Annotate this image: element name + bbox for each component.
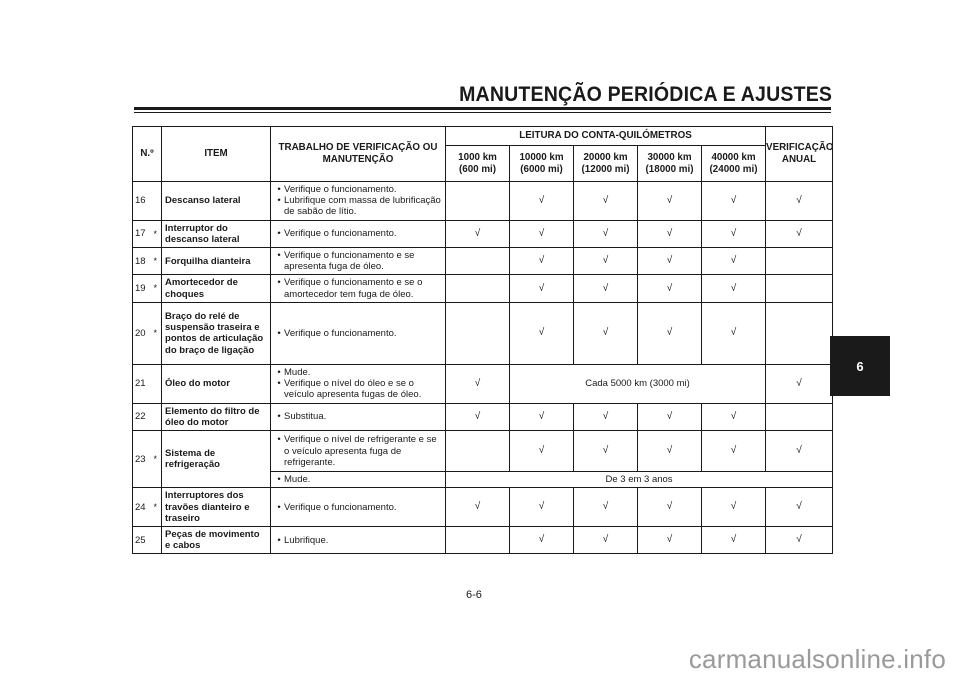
table-row [133,431,833,472]
header-interval [574,146,638,182]
check-cell: √ [574,182,638,221]
check-cell: √ [766,488,833,527]
check-cell: √ [702,248,766,275]
bullet-dot-icon: • [277,367,281,379]
check-cell: √ [702,431,766,472]
row-work [271,220,446,247]
work-bullet [274,411,442,422]
check-cell [766,275,833,302]
work-bullet [274,195,442,217]
row-number: 22 [133,403,150,430]
interval-km: 40000 km [711,151,756,163]
row-item: Braço do relé de suspensão traseira e pontos de articulação do braço de ligação [162,302,271,364]
table-row [133,302,833,364]
interval-km: 20000 km [583,151,628,163]
header-annual: VERIFICAÇÃO ANUAL [766,127,833,182]
row-work [271,364,446,403]
row-item: Forquilha dianteira [162,248,271,275]
page-number: 6-6 [466,589,482,601]
work-bullet [274,434,442,468]
bullet-dot-icon: • [277,250,281,262]
interval-mi: (18000 mi) [645,163,694,175]
row-work [271,248,446,275]
check-cell: √ [638,275,702,302]
row-number: 25 [133,527,150,554]
check-cell [446,275,510,302]
check-cell: √ [446,364,510,403]
row-work [271,403,446,430]
bullet-dot-icon: • [277,434,281,446]
check-cell: √ [766,220,833,247]
check-cell: √ [574,431,638,472]
check-cell: √ [638,302,702,364]
bullet-dot-icon: • [277,501,281,513]
header-odometer: LEITURA DO CONTA-QUILÓMETROS [446,127,766,146]
row-work [271,472,446,488]
row-work [271,527,446,554]
work-text: Verifique o funcionamento. [284,184,397,195]
check-cell: √ [766,527,833,554]
check-cell [446,431,510,472]
interval-mi: (24000 mi) [709,163,758,175]
work-bullet [274,367,442,378]
row-number: 21 [133,364,150,403]
interval-note: De 3 em 3 anos [446,472,833,488]
bullet-dot-icon: • [277,534,281,546]
check-cell: √ [510,220,574,247]
work-bullet [274,474,442,485]
table-row [133,220,833,247]
bullet-dot-icon: • [277,184,281,195]
table-row [133,527,833,554]
check-cell: √ [510,527,574,554]
check-cell: √ [510,248,574,275]
bullet-dot-icon: • [277,195,281,207]
header-interval [446,146,510,182]
table-row [133,182,833,221]
interval-km: 1000 km [458,151,497,163]
check-cell [446,302,510,364]
bullet-dot-icon: • [277,411,281,423]
row-asterisk: * [150,431,162,488]
row-item: Amortecedor de choques [162,275,271,302]
table-row [133,488,833,527]
check-cell: √ [702,302,766,364]
chapter-tab: 6 [830,336,890,396]
work-bullet [274,184,442,195]
work-text: Verifique o funcionamento e se apresenta fuga de óleo. [284,250,415,273]
row-item: Sistema de refrigeração [162,431,271,488]
row-asterisk [150,527,162,554]
work-bullet [274,328,442,339]
interval-note: Cada 5000 km (3000 mi) [510,364,766,403]
check-cell: √ [638,403,702,430]
row-asterisk: * [150,248,162,275]
check-cell: √ [638,488,702,527]
work-text: Substitua. [284,411,327,423]
check-cell [766,302,833,364]
row-work [271,302,446,364]
header-interval [702,146,766,182]
interval-mi: (6000 mi) [520,163,563,175]
title-rule-thin [134,112,831,113]
check-cell: √ [510,488,574,527]
check-cell [446,182,510,221]
check-cell: √ [766,182,833,221]
header-work: TRABALHO DE VERIFICAÇÃO OU MANUTENÇÃO [271,127,446,182]
table-row [133,364,833,403]
row-number: 19 [133,275,150,302]
row-item: Peças de movimento e cabos [162,527,271,554]
interval-mi: (600 mi) [459,163,497,175]
work-bullet [274,378,442,400]
check-cell: √ [638,182,702,221]
check-cell: √ [510,182,574,221]
row-work [271,275,446,302]
check-cell: √ [702,527,766,554]
check-cell: √ [574,248,638,275]
page-title: MANUTENÇÃO PERIÓDICA E AJUSTES [458,83,832,106]
header-interval [510,146,574,182]
row-number: 17 [133,220,150,247]
header-interval [638,146,702,182]
row-number: 20 [133,302,150,364]
check-cell: √ [702,403,766,430]
check-cell: √ [766,364,833,403]
table-row [133,275,833,302]
work-text: Mude. [284,367,311,379]
interval-km: 30000 km [647,151,692,163]
row-item: Elemento do filtro de óleo do motor [162,403,271,430]
row-number: 18 [133,248,150,275]
row-item: Óleo do motor [162,364,271,403]
interval-km: 10000 km [519,151,564,163]
row-number: 23 [133,431,150,488]
work-text: Mude. [284,474,311,486]
row-item: Descanso lateral [162,182,271,221]
check-cell: √ [446,403,510,430]
check-cell: √ [702,488,766,527]
row-asterisk [150,403,162,430]
row-asterisk: * [150,220,162,247]
row-asterisk [150,182,162,221]
row-work [271,488,446,527]
work-text: Verifique o nível de refrigerante e se o veículo apresenta fuga de refrigerante. [284,434,437,468]
work-text: Verifique o funcionamento. [284,327,397,339]
check-cell: √ [638,248,702,275]
title-rule [134,107,831,110]
work-bullet [274,535,442,546]
work-text: Lubrifique. [284,534,329,546]
check-cell: √ [574,275,638,302]
work-bullet [274,228,442,239]
work-text: Verifique o nível do óleo e se o veículo apresenta fugas de óleo. [284,378,422,401]
check-cell: √ [638,527,702,554]
check-cell: √ [574,527,638,554]
check-cell: √ [574,220,638,247]
check-cell: √ [638,220,702,247]
check-cell: √ [510,275,574,302]
check-cell [766,403,833,430]
bullet-dot-icon: • [277,378,281,390]
check-cell: √ [510,302,574,364]
header-no: N.º [133,127,162,182]
interval-mi: (12000 mi) [581,163,630,175]
check-cell: √ [766,431,833,472]
check-cell: √ [574,488,638,527]
work-text: Verifique o funcionamento. [284,501,397,513]
row-work [271,431,446,472]
watermark: carmanualsonline.info [688,644,946,674]
check-cell: √ [574,302,638,364]
work-bullet [274,502,442,513]
work-bullet [274,277,442,299]
row-number: 16 [133,182,150,221]
bullet-dot-icon: • [277,474,281,486]
header-item: ITEM [162,127,271,182]
check-cell [446,527,510,554]
row-asterisk [150,364,162,403]
check-cell: √ [446,488,510,527]
work-text: Lubrifique com massa de lubrificação de sabão de lítio. [284,195,441,218]
row-asterisk: * [150,302,162,364]
check-cell: √ [702,220,766,247]
check-cell: √ [574,403,638,430]
row-number: 24 [133,488,150,527]
check-cell [446,248,510,275]
check-cell: √ [446,220,510,247]
maintenance-table [132,126,833,554]
work-text: Verifique o funcionamento. [284,228,397,240]
work-bullet [274,250,442,272]
row-asterisk: * [150,275,162,302]
row-item: Interruptor do descanso lateral [162,220,271,247]
row-item: Interruptores dos travões dianteiro e traseiro [162,488,271,527]
table-row [133,248,833,275]
table-row [133,403,833,430]
check-cell: √ [702,182,766,221]
work-text: Verifique o funcionamento e se o amortecedor tem fuga de óleo. [284,277,423,300]
bullet-dot-icon: • [277,277,281,289]
check-cell: √ [510,431,574,472]
check-cell: √ [702,275,766,302]
check-cell: √ [638,431,702,472]
bullet-dot-icon: • [277,228,281,240]
check-cell [766,248,833,275]
row-asterisk: * [150,488,162,527]
row-work [271,182,446,221]
bullet-dot-icon: • [277,327,281,339]
check-cell: √ [510,403,574,430]
